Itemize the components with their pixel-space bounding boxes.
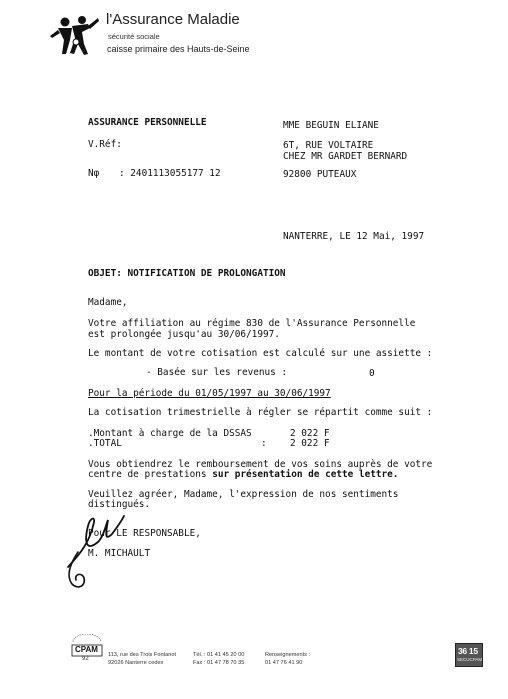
footer-info-label: Renseignements :: [265, 652, 311, 658]
paragraph-4-line2: [88, 469, 398, 480]
paragraph-5-line1: Veuillez agréer, Madame, l'expression de nos sentiments: [88, 489, 399, 500]
date-line: NANTERRE, LE 12 Mai, 1997: [283, 231, 425, 242]
footer-phone: Tél. : 01 41 45 20 00: [193, 652, 245, 658]
brand-subtitle: sécurité sociale: [108, 32, 160, 41]
amount-row-2-colon: :: [261, 438, 267, 449]
amount-row-1-value: 2 022 F: [290, 428, 330, 439]
minitel-code: SECUCPAM: [457, 657, 483, 662]
footer-info-number: 01 47 76 41 90: [265, 660, 303, 666]
recipient-address-line1: 6T, RUE VOLTAIRE: [283, 140, 374, 151]
amount-row-2-label: .TOTAL: [88, 438, 122, 449]
paragraph-2: Le montant de votre cotisation est calculé sur une assiette :: [88, 348, 433, 359]
signatory-name: M. MICHAULT: [88, 548, 151, 559]
paragraph-1-line1: Votre affiliation au régime 830 de l'Assurance Personnelle: [88, 318, 416, 329]
minitel-badge: [455, 643, 483, 667]
paragraph-4-line2-start: centre de prestations: [88, 469, 213, 480]
basis-label: - Basée sur les revenus :: [146, 367, 288, 378]
salutation: Madame,: [88, 297, 128, 308]
paragraph-4-line1: Vous obtiendrez le remboursement de vos soins auprès de votre: [88, 459, 433, 470]
assurance-maladie-logo-icon: [48, 14, 100, 58]
cpam-logo-number: 92: [82, 656, 89, 662]
number-label: Nφ: [88, 168, 100, 179]
handwritten-signature: [60, 512, 140, 592]
footer-fax: Fax : 01 47 78 70 35: [193, 660, 245, 666]
footer-address-line2: 92026 Nanterre cedex: [108, 660, 164, 666]
department-heading: ASSURANCE PERSONNELLE: [88, 117, 207, 128]
basis-value: 0: [369, 368, 375, 379]
period-line: Pour la période du 01/05/1997 au 30/06/1997: [88, 388, 331, 399]
ref-label: V.Réf:: [88, 139, 122, 150]
subject-line: OBJET: NOTIFICATION DE PROLONGATION: [88, 268, 286, 279]
amount-row-2-value: 2 022 F: [290, 438, 330, 449]
signature-title: Pour LE RESPONSABLE,: [88, 528, 201, 539]
amount-row-1-label: .Montant à charge de la DSSAS: [88, 428, 252, 439]
number-value: : 2401113055177 12: [119, 168, 221, 179]
recipient-address-line2: CHEZ MR GARDET BERNARD: [283, 151, 408, 162]
recipient-city: 92800 PUTEAUX: [283, 169, 357, 180]
recipient-name: MME BEGUIN ELIANE: [283, 120, 379, 131]
minitel-number: 36 15: [458, 646, 478, 656]
brand-name: l'Assurance Maladie: [106, 11, 240, 28]
paragraph-5-line2: distingués.: [88, 499, 151, 510]
paragraph-1-line2: est prolongée jusqu'au 30/06/1997.: [88, 329, 280, 340]
office-name: caisse primaire des Hauts-de-Seine: [107, 44, 250, 54]
paragraph-3: La cotisation trimestrielle à régler se répartit comme suit :: [88, 407, 433, 418]
cpam-logo-text: CPAM: [75, 645, 98, 654]
footer-address-line1: 113, rue des Trois Fontanot: [108, 652, 176, 658]
paragraph-4-line2-emphasis: sur présentation de cette lettre.: [212, 469, 399, 480]
